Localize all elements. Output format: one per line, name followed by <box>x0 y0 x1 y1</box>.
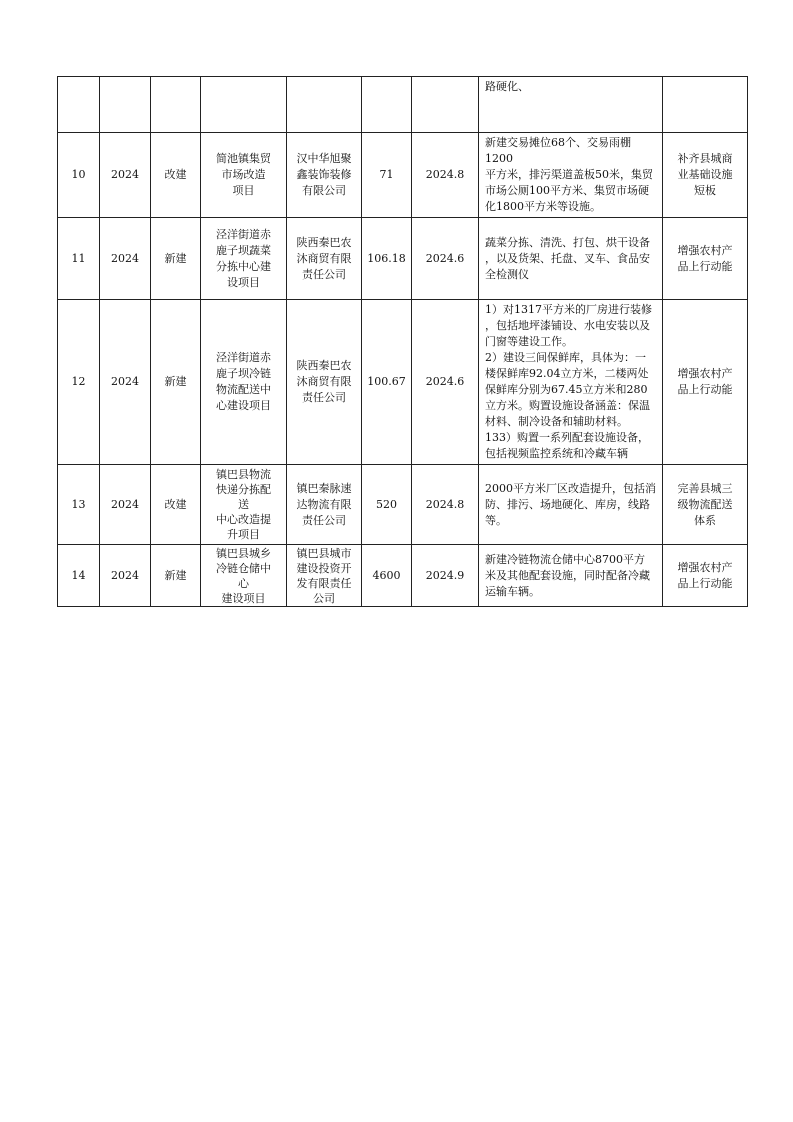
cell-type: 新建 <box>151 300 201 465</box>
table-row <box>58 300 748 465</box>
cell-type: 改建 <box>151 133 201 218</box>
cell-amount: 71 <box>362 133 412 218</box>
cell-type: 改建 <box>151 465 201 545</box>
cell-no: 11 <box>58 218 100 300</box>
cell-year: 2024 <box>100 300 151 465</box>
cell-year: 2024 <box>100 133 151 218</box>
cell-no: 13 <box>58 465 100 545</box>
cell-no: 12 <box>58 300 100 465</box>
cell-content: 新建交易摊位68个、交易雨棚1200 平方米，排污渠道盖板50米，集贸 市场公厕100平方米、集贸市场硬 化1800平方米等设施。 <box>479 133 663 218</box>
cell-date: 2024.6 <box>412 300 479 465</box>
cell-year: 2024 <box>100 545 151 607</box>
cell-goal: 增强农村产 品上行动能 <box>663 218 748 300</box>
cell-amount: 4600 <box>362 545 412 607</box>
table-row-continuation <box>58 77 748 133</box>
cell-company: 镇巴县城市 建设投资开 发有限责任 公司 <box>287 545 362 607</box>
cell-content: 2000平方米厂区改造提升，包括消 防、排污、场地硬化、库房，线路 等。 <box>479 465 663 545</box>
cell-amount: 520 <box>362 465 412 545</box>
cell-content: 1）对1317平方米的厂房进行装修 ，包括地坪漆铺设、水电安装以及 门窗等建设工作。 2）建设三间保鲜库，具体为：一 楼保鲜库92.04立方米，二楼两处 保鲜库分别为67.45立方米和280 立方米。购置设施设备涵盖：保温 材料、制冷设备和辅助材料。 133）购置一系列配套设施设备， 包括视频监控系统和冷藏车辆 <box>479 300 663 465</box>
cell-amount <box>362 77 412 133</box>
cell-goal <box>663 77 748 133</box>
cell-goal: 增强农村产 品上行动能 <box>663 545 748 607</box>
cell-goal: 完善县城三 级物流配送 体系 <box>663 465 748 545</box>
cell-date: 2024.6 <box>412 218 479 300</box>
cell-company: 汉中华旭聚 鑫装饰装修 有限公司 <box>287 133 362 218</box>
cell-company: 陕西秦巴农 沐商贸有限 责任公司 <box>287 300 362 465</box>
cell-type <box>151 77 201 133</box>
cell-company: 镇巴秦脉速 达物流有限 责任公司 <box>287 465 362 545</box>
table-row <box>58 545 748 607</box>
cell-amount: 106.18 <box>362 218 412 300</box>
cell-name: 镇巴县城乡 冷链仓储中 心 建设项目 <box>201 545 287 607</box>
cell-content: 路硬化、 <box>479 77 663 133</box>
cell-goal: 补齐县城商 业基础设施 短板 <box>663 133 748 218</box>
table-row <box>58 465 748 545</box>
cell-name: 镇巴县物流 快递分拣配 送 中心改造提 升项目 <box>201 465 287 545</box>
cell-type: 新建 <box>151 545 201 607</box>
cell-amount: 100.67 <box>362 300 412 465</box>
cell-date: 2024.9 <box>412 545 479 607</box>
cell-name: 泾洋街道赤 鹿子坝蔬菜 分拣中心建 设项目 <box>201 218 287 300</box>
cell-content: 新建冷链物流仓储中心8700平方 米及其他配套设施，同时配备冷藏 运输车辆。 <box>479 545 663 607</box>
cell-year: 2024 <box>100 218 151 300</box>
cell-name <box>201 77 287 133</box>
cell-company: 陕西秦巴农 沐商贸有限 责任公司 <box>287 218 362 300</box>
cell-year: 2024 <box>100 465 151 545</box>
project-table <box>57 76 748 607</box>
cell-date <box>412 77 479 133</box>
cell-company <box>287 77 362 133</box>
cell-no: 10 <box>58 133 100 218</box>
cell-year <box>100 77 151 133</box>
cell-no: 14 <box>58 545 100 607</box>
cell-type: 新建 <box>151 218 201 300</box>
cell-name: 泾洋街道赤 鹿子坝冷链 物流配送中 心建设项目 <box>201 300 287 465</box>
cell-no <box>58 77 100 133</box>
cell-date: 2024.8 <box>412 465 479 545</box>
cell-content: 蔬菜分拣、清洗、打包、烘干设备 ，以及货架、托盘、叉车、食品安 全检测仪 <box>479 218 663 300</box>
cell-date: 2024.8 <box>412 133 479 218</box>
cell-goal: 增强农村产 品上行动能 <box>663 300 748 465</box>
table-row <box>58 218 748 300</box>
cell-name: 简池镇集贸 市场改造 项目 <box>201 133 287 218</box>
table-row <box>58 133 748 218</box>
